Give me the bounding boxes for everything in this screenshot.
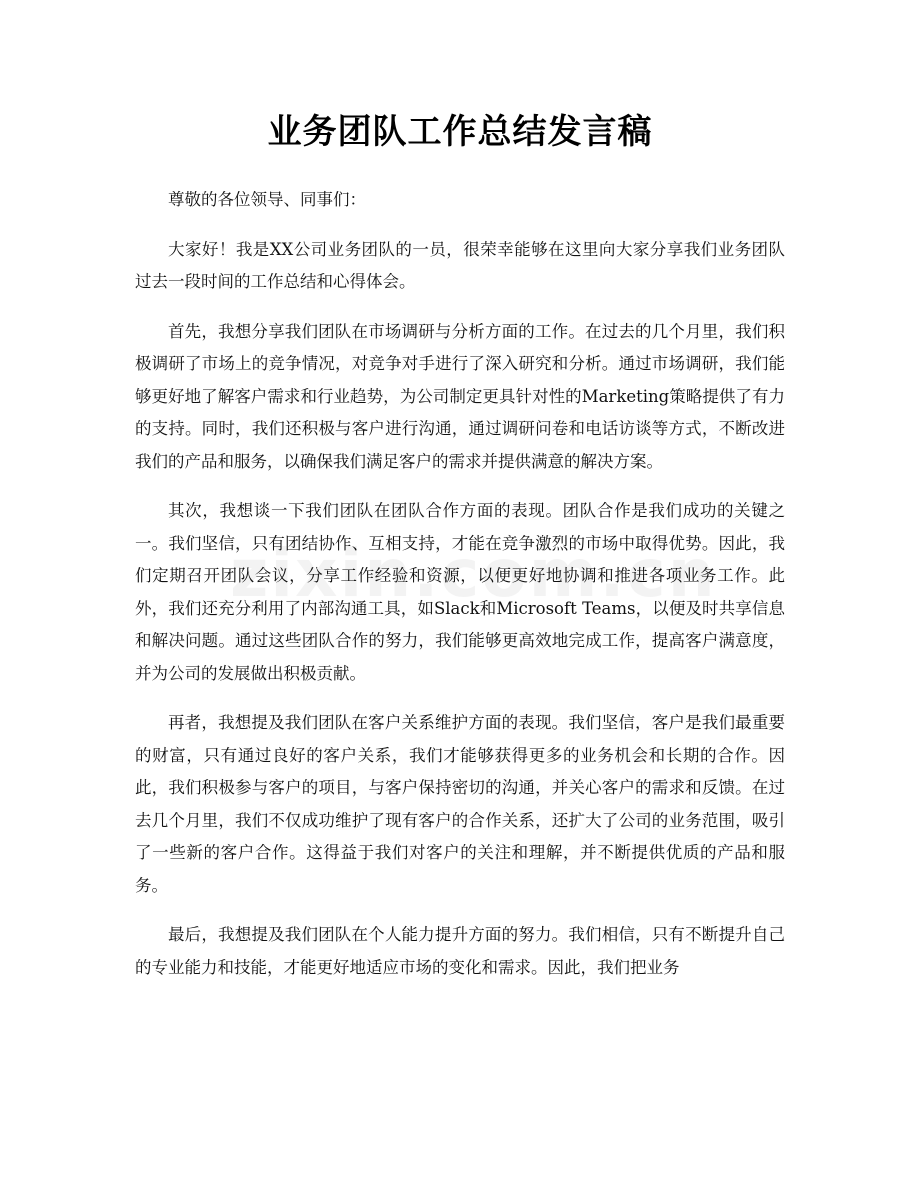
salutation: 尊敬的各位领导、同事们： xyxy=(168,190,366,209)
document-body xyxy=(135,184,785,1001)
paragraph-skill-improvement: 最后，我想提及我们团队在个人能力提升方面的努力。我们相信，只有不断提升自己的专业能力和技能，才能更好地适应市场的变化和需求。因此，我们把业务 xyxy=(135,925,785,977)
paragraph-customer-relations: 再者，我想提及我们团队在客户关系维护方面的表现。我们坚信，客户是我们最重要的财富，只有通过良好的客户关系，我们才能够获得更多的业务机会和长期的合作。因此，我们积极参与客户的项目，与客户保持密切的沟通，并关心客户的需求和反馈。在过去几个月里，我们不仅成功维护了现有客户的合作关系，还扩大了公司的业务范围，吸引了一些新的客户合作。这得益于我们对客户的关注和理解，并不断提供优质的产品和服务。 xyxy=(135,713,785,895)
paragraph-market-research: 首先，我想分享我们团队在市场调研与分析方面的工作。在过去的几个月里，我们积极调研了市场上的竞争情况，对竞争对手进行了深入研究和分析。通过市场调研，我们能够更好地了解客户需求和行业趋势，为公司制定更具针对性的Marketing策略提供了有力的支持。同时，我们还积极与客户进行沟通，通过调研问卷和电话访谈等方式，不断改进我们的产品和服务，以确保我们满足客户的需求并提供满意的解决方案。 xyxy=(135,321,785,471)
paragraph-teamwork: 其次，我想谈一下我们团队在团队合作方面的表现。团队合作是我们成功的关键之一。我们坚信，只有团结协作、互相支持，才能在竞争激烈的市场中取得优势。因此，我们定期召开团队会议，分享工作经验和资源，以便更好地协调和推进各项业务工作。此外，我们还充分利用了内部沟通工具，如Slack和Microsoft Teams，以便及时共享信息和解决问题。通过这些团队合作的努力，我们能够更高效地完成工作，提高客户满意度，并为公司的发展做出积极贡献。 xyxy=(135,501,785,683)
document-title: 业务团队工作总结发言稿 xyxy=(267,112,653,152)
paragraph-intro: 大家好！我是XX公司业务团队的一员，很荣幸能够在这里向大家分享我们业务团队过去一段时间的工作总结和心得体会。 xyxy=(135,239,785,291)
